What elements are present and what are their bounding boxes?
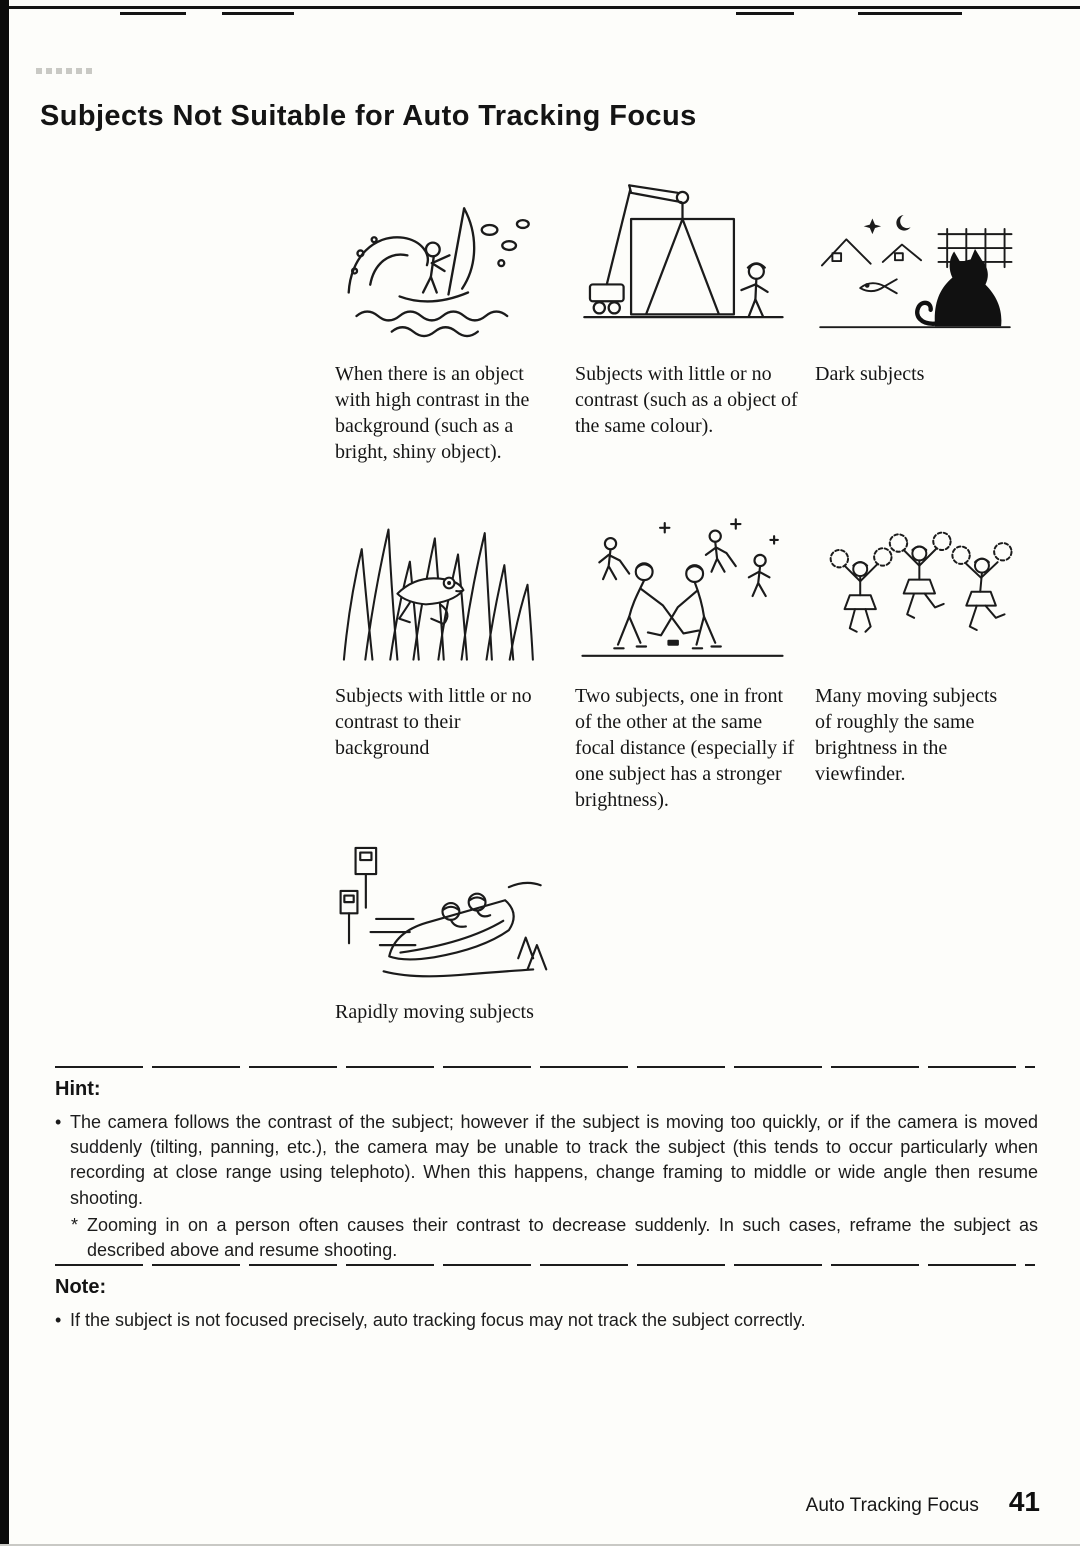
hint-bullet — [55, 1110, 1038, 1211]
hint-sub-text: Zooming in on a person often causes their contrast to decrease suddenly. In such cases, reframe the subject as described above and resume shooting. — [87, 1214, 1038, 1260]
windsurfer-illustration — [335, 160, 575, 348]
black-cat-night-illustration — [815, 160, 1027, 348]
scan-artifact — [36, 68, 96, 74]
figure-rapidly-moving-subjects — [335, 836, 575, 1025]
figure-caption: Subjects with little or no contrast (such as a object of the same colour). — [575, 363, 798, 437]
figure-caption: Two subjects, one in front of the other at the same focal distance (especially if one subject has a stronger brightness). — [575, 685, 795, 811]
page-title: Subjects Not Suitable for Auto Tracking Focus — [40, 100, 697, 132]
figure-caption: Dark subjects — [815, 363, 925, 385]
note-bullet — [55, 1308, 1038, 1333]
figure-row-2 — [335, 494, 1035, 813]
top-rule — [9, 6, 1080, 9]
figure-caption: Many moving subjects of roughly the same brightness in the viewfinder. — [815, 685, 998, 785]
crane-wall-illustration — [575, 160, 815, 348]
top-dash — [858, 12, 962, 15]
bullet-icon: • — [55, 1112, 62, 1132]
hint-heading: Hint: — [55, 1078, 101, 1100]
scan-artifact — [0, 1142, 6, 1176]
top-dash — [222, 12, 294, 15]
hint-text: The camera follows the contrast of the subject; however if the subject is moving too quickly, or if the camera is moved suddenly (tilting, panning, etc.), the camera may be unable to track the subject (this tends to occur particularly when recording at close range using telephoto). When this happens, change framing to middle or wide angle then resume shooting. — [70, 1112, 1038, 1208]
footer-page-number: 41 — [1008, 1486, 1040, 1517]
section-rule — [55, 1066, 1035, 1068]
hockey-players-illustration — [575, 494, 815, 670]
top-dash — [736, 12, 794, 15]
top-dash — [120, 12, 186, 15]
figure-low-contrast-to-background — [335, 494, 575, 813]
footer-section-label: Auto Tracking Focus — [805, 1495, 979, 1516]
section-rule — [55, 1264, 1035, 1266]
note-heading: Note: — [55, 1276, 107, 1298]
hint-section — [55, 1078, 1038, 1263]
bullet-icon: • — [55, 1310, 62, 1330]
figure-low-contrast-subject — [575, 160, 815, 465]
note-section — [55, 1276, 1038, 1333]
hint-sub-bullet — [71, 1213, 1038, 1263]
cheerleaders-illustration — [815, 494, 1027, 670]
scan-left-edge — [0, 0, 9, 1544]
figure-row-3 — [335, 836, 1035, 1025]
asterisk-icon: * — [71, 1214, 79, 1235]
figure-dark-subjects — [815, 160, 1027, 465]
page-footer — [806, 1486, 1040, 1518]
figure-caption: When there is an object with high contrast in the background (such as a bright, shiny object). — [335, 363, 530, 463]
figure-two-subjects-same-distance — [575, 494, 815, 813]
scan-artifact — [0, 1198, 6, 1218]
frog-in-grass-illustration — [335, 494, 575, 670]
figure-many-moving-subjects — [815, 494, 1027, 813]
scan-artifact — [0, 474, 6, 496]
figure-row-1 — [335, 160, 1035, 465]
bobsled-illustration — [335, 836, 575, 986]
figure-caption: Rapidly moving subjects — [335, 1001, 534, 1023]
note-text: If the subject is not focused precisely, auto tracking focus may not track the subject correctly. — [70, 1310, 806, 1330]
figure-high-contrast-background — [335, 160, 575, 465]
figure-caption: Subjects with little or no contrast to their background — [335, 685, 532, 759]
